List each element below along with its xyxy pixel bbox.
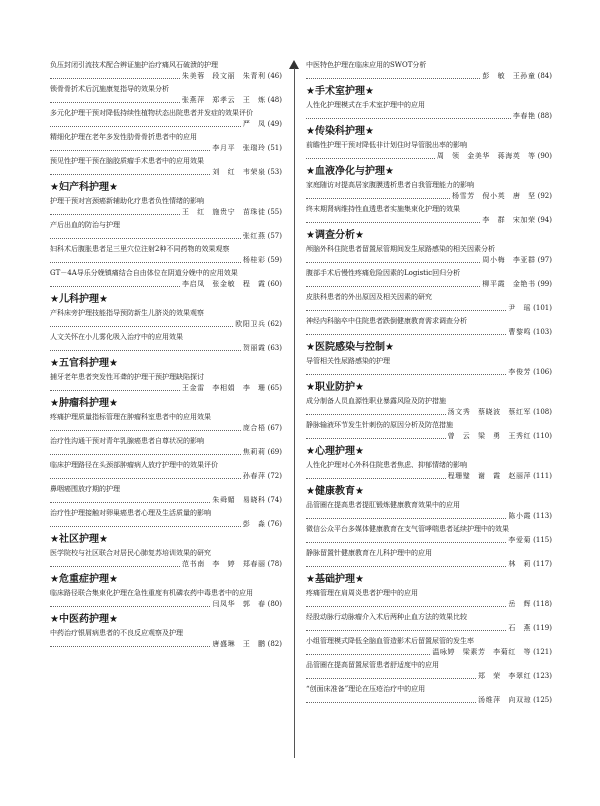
toc-entry[interactable] <box>50 196 282 218</box>
section-heading: ★健康教育★ <box>306 486 364 497</box>
entry-page-number: (63) <box>267 344 282 352</box>
leader-dots <box>306 623 506 631</box>
entry-authors: 尹 瑶 <box>508 304 532 312</box>
entry-byline <box>50 423 282 434</box>
entry-byline <box>50 343 282 354</box>
entry-page-number: (60) <box>267 280 282 288</box>
toc-entry[interactable] <box>306 524 552 546</box>
entry-page-number: (69) <box>267 448 282 456</box>
entry-byline <box>50 559 282 570</box>
leader-dots <box>50 319 233 327</box>
entry-title: 护理干预对宫颈癌新辅助化疗患者负性情绪的影响 <box>50 197 204 205</box>
entry-title: 微信公众平台多媒体健康教育在支气管哮喘患者延续护理中的效果 <box>306 525 509 533</box>
leader-dots <box>50 119 241 127</box>
leader-dots <box>306 535 506 543</box>
entry-authors: 汤维萍 向双琼 <box>477 696 532 704</box>
toc-entry[interactable] <box>50 132 282 154</box>
leader-dots <box>50 383 180 391</box>
leader-dots <box>50 599 210 607</box>
entry-title: 家庭随访对提高居家腹膜透析患者自我管理能力的影响 <box>306 181 474 189</box>
entry-byline <box>50 447 282 458</box>
entry-authors: 杨雪芳 倪小英 唐 坚 <box>452 192 536 200</box>
entry-title: 疼痛护理质量指标管理在肿瘤科室患者中的应用效果 <box>50 413 211 421</box>
entry-page-number: (121) <box>533 648 552 656</box>
entry-byline <box>306 535 552 546</box>
toc-entry[interactable] <box>306 268 552 290</box>
entry-title: 锁骨骨折术后沉施康复指导的效果分析 <box>50 85 169 93</box>
toc-entry[interactable] <box>50 372 282 394</box>
entry-page-number: (101) <box>533 304 552 312</box>
entry-authors: 朱美蓉 段文丽 朱青利 <box>182 72 266 80</box>
leader-dots <box>306 111 511 119</box>
entry-byline <box>50 167 282 178</box>
leader-dots <box>50 279 180 287</box>
entry-page-number: (110) <box>533 432 552 440</box>
section-heading: ★血液净化与护理★ <box>306 166 394 177</box>
entry-byline <box>306 431 552 442</box>
toc-left-column <box>50 60 282 652</box>
leader-dots <box>50 255 241 263</box>
leader-dots <box>50 471 241 479</box>
entry-title: 中医特色护理在临床应用的SWOT分析 <box>306 61 427 69</box>
entry-authors: 杨桂彩 <box>242 256 266 264</box>
entry-title: 皮肤科患者的外出原因及相关因素的研究 <box>306 293 432 301</box>
entry-page-number: (48) <box>267 96 282 104</box>
section-heading: ★职业防护★ <box>306 382 364 393</box>
entry-page-number: (113) <box>533 512 552 520</box>
entry-byline <box>306 511 552 522</box>
leader-dots <box>50 423 241 431</box>
entry-authors: 李春艳 <box>512 112 536 120</box>
toc-entry[interactable] <box>306 396 552 418</box>
entry-byline <box>306 279 552 290</box>
entry-page-number: (53) <box>267 168 282 176</box>
entry-page-number: (51) <box>267 144 282 152</box>
toc-entry[interactable] <box>50 156 282 178</box>
entry-page-number: (80) <box>267 600 282 608</box>
leader-dots <box>306 71 480 79</box>
entry-title: 疼痛管理在肩周炎患者护理中的应用 <box>306 589 418 597</box>
toc-entry[interactable] <box>50 220 282 242</box>
toc-entry[interactable] <box>50 508 282 530</box>
entry-page-number: (117) <box>533 560 552 568</box>
leader-dots <box>306 279 480 287</box>
entry-authors: 曹黎鸣 <box>508 328 532 336</box>
toc-entry[interactable] <box>50 308 282 330</box>
entry-authors: 李月平 张瑞玲 <box>212 144 266 152</box>
leader-dots <box>50 71 180 79</box>
entry-authors: 林 莉 <box>508 560 532 568</box>
entry-page-number: (108) <box>533 408 552 416</box>
entry-byline <box>306 191 552 202</box>
toc-right-column <box>306 60 552 708</box>
entry-authors: 李俊芳 <box>508 368 532 376</box>
entry-page-number: (106) <box>533 368 552 376</box>
toc-entry[interactable] <box>50 588 282 610</box>
entry-title: 妇科术后腹胀患者足三里穴位注射2种不同药物的效果观察 <box>50 245 230 253</box>
entry-authors: 彭 淼 <box>242 520 266 528</box>
entry-byline <box>306 695 552 706</box>
leader-dots <box>306 559 506 567</box>
entry-title: 终末期肾病维持性血透患者实施集束化护理的效果 <box>306 205 460 213</box>
toc-entry[interactable] <box>306 636 552 658</box>
entry-page-number: (90) <box>537 152 552 160</box>
entry-byline <box>50 519 282 530</box>
entry-title: 颅脑外科住院患者留置尿管期间发生尿路感染的相关因素分析 <box>306 245 495 253</box>
entry-authors: 王金雷 李相娟 李 珊 <box>182 384 266 392</box>
leader-dots <box>306 647 430 655</box>
leader-dots <box>306 407 446 415</box>
toc-entry[interactable] <box>50 244 282 266</box>
entry-title: 临床路径联合集束化护理在急性重度有机磷农药中毒患者中的应用 <box>50 589 253 597</box>
entry-title: 临床护理路径在头颈部肿瘤病人放疗护理中的效果评价 <box>50 461 218 469</box>
entry-title: 治疗性沟通干预对青年乳腺癌患者自尊状况的影响 <box>50 437 204 445</box>
entry-page-number: (59) <box>267 256 282 264</box>
entry-title: 前瞻性护理干预对降低非计划住时导管脱出率的影响 <box>306 141 467 149</box>
entry-authors: 范书南 李 婷 郑春丽 <box>182 560 266 568</box>
entry-byline <box>50 207 282 218</box>
toc-entry[interactable] <box>306 100 552 122</box>
entry-page-number: (55) <box>267 208 282 216</box>
entry-title: 神经内科脑卒中住院患者跌倒健康教育需求调查分析 <box>306 317 467 325</box>
leader-dots <box>306 215 480 223</box>
section-heading: ★心理护理★ <box>306 446 364 457</box>
leader-dots <box>306 511 506 519</box>
entry-authors: 李爱菊 <box>508 536 532 544</box>
toc-entry[interactable] <box>306 316 552 338</box>
leader-dots <box>306 431 446 439</box>
entry-title: 品管圈在提高留置尿管患者舒适度中的应用 <box>306 661 439 669</box>
entry-page-number: (123) <box>533 672 552 680</box>
entry-title: GT－4A导乐分娩镇痛结合自由体位在阴道分娩中的应用效果 <box>50 269 238 277</box>
section-heading: ★五官科护理★ <box>50 358 118 369</box>
leader-dots <box>306 255 480 263</box>
column-divider <box>294 68 295 758</box>
entry-page-number: (119) <box>533 624 552 632</box>
section-heading: ★调查分析★ <box>306 230 364 241</box>
leader-dots <box>306 599 506 607</box>
leader-dots <box>306 327 506 335</box>
toc-entry[interactable] <box>306 548 552 570</box>
entry-authors: 彭 敏 王孙童 <box>482 72 536 80</box>
leader-dots <box>50 559 180 567</box>
leader-dots <box>50 95 180 103</box>
entry-byline <box>306 559 552 570</box>
leader-dots <box>50 519 241 527</box>
entry-title: 静脉留置针健康教育在儿科护理中的应用 <box>306 549 432 557</box>
toc-entry[interactable] <box>50 484 282 506</box>
entry-page-number: (115) <box>533 536 552 544</box>
entry-byline <box>50 279 282 290</box>
entry-title: 导管相关性尿路感染的护理 <box>306 357 390 365</box>
toc-entry[interactable] <box>306 684 552 706</box>
entry-authors: 庞合梧 <box>242 424 266 432</box>
entry-page-number: (67) <box>267 424 282 432</box>
entry-page-number: (92) <box>537 192 552 200</box>
entry-page-number: (72) <box>267 472 282 480</box>
entry-byline <box>306 303 552 314</box>
entry-authors: 柳平霞 金艳书 <box>482 280 536 288</box>
entry-page-number: (57) <box>267 232 282 240</box>
entry-byline <box>50 471 282 482</box>
toc-entry[interactable] <box>50 332 282 354</box>
entry-title: 腹部手术后慢性疼痛危险因素的Logistic回归分析 <box>306 269 461 277</box>
entry-authors: 周小梅 李亚群 <box>482 256 536 264</box>
leader-dots <box>50 447 241 455</box>
toc-entry[interactable] <box>50 108 282 130</box>
entry-byline <box>50 639 282 650</box>
entry-authors: 张红燕 <box>242 232 266 240</box>
entry-page-number: (118) <box>533 600 552 608</box>
entry-title: 捕牙老年患者突发性耳聋的护理干预护理缺陷探讨 <box>50 373 204 381</box>
toc-entry[interactable] <box>306 356 552 378</box>
entry-authors: 孙春萍 <box>242 472 266 480</box>
leader-dots <box>306 471 446 479</box>
section-heading: ★危重症护理★ <box>50 574 118 585</box>
entry-page-number: (97) <box>537 256 552 264</box>
leader-dots <box>306 151 435 159</box>
entry-authors: 朱舜媚 易晓科 <box>212 496 266 504</box>
entry-authors: 温咏婷 梁素芳 李菊红 等 <box>432 648 532 656</box>
entry-byline <box>50 255 282 266</box>
entry-title: 医学院校与社区联合对居民心肺复苏培训效果的研究 <box>50 549 211 557</box>
entry-byline <box>50 71 282 82</box>
section-heading: ★肿瘤科护理★ <box>50 398 118 409</box>
entry-byline <box>306 327 552 338</box>
toc-entry[interactable] <box>50 268 282 290</box>
entry-page-number: (88) <box>537 112 552 120</box>
section-heading: ★手术室护理★ <box>306 86 374 97</box>
entry-byline <box>50 319 282 330</box>
toc-entry[interactable] <box>306 500 552 522</box>
leader-dots <box>50 231 241 239</box>
entry-title: 人性化护理对心外科住院患者焦虑、抑郁情绪的影响 <box>306 461 467 469</box>
entry-page-number: (76) <box>267 520 282 528</box>
entry-byline <box>50 599 282 610</box>
entry-title: 鼻咽癌围放疗期的护理 <box>50 485 120 493</box>
section-heading: ★基础护理★ <box>306 574 364 585</box>
section-heading: ★妇产科护理★ <box>50 182 118 193</box>
entry-authors: 张燕萍 郑孝云 王 炼 <box>182 96 266 104</box>
entry-authors: 唐盛琳 王 鹏 <box>212 640 266 648</box>
section-heading: ★传染科护理★ <box>306 126 374 137</box>
entry-authors: 王 红 施贵宁 苗珠徒 <box>182 208 266 216</box>
entry-authors: 闫凤华 郭 春 <box>212 600 266 608</box>
entry-byline <box>50 95 282 106</box>
entry-byline <box>306 367 552 378</box>
entry-byline <box>306 599 552 610</box>
entry-authors: 严 凤 <box>242 120 266 128</box>
entry-authors: 汤文秀 蔡晓波 蔡红军 <box>447 408 532 416</box>
entry-byline <box>50 231 282 242</box>
entry-authors: 程珊璧 谢 霞 赵丽萍 <box>447 472 532 480</box>
toc-entry[interactable] <box>306 180 552 202</box>
entry-page-number: (111) <box>533 472 552 480</box>
leader-dots <box>50 167 210 175</box>
toc-entry[interactable] <box>306 292 552 314</box>
entry-byline <box>306 71 552 82</box>
entry-authors: 石 燕 <box>508 624 532 632</box>
entry-page-number: (82) <box>267 640 282 648</box>
entry-byline <box>306 255 552 266</box>
entry-byline <box>306 215 552 226</box>
entry-title: 人性化护理模式在手术室护理中的应用 <box>306 101 425 109</box>
entry-title: 小组管理模式降低全脑血管造影术后留置尿管的发生率 <box>306 637 474 645</box>
entry-title: 品管圈在提高患者提肛锻炼健康教育效果中的应用 <box>306 501 460 509</box>
toc-entry[interactable] <box>306 420 552 442</box>
leader-dots <box>50 143 210 151</box>
entry-title: 产科床旁护理技能指导预防新生儿脐炎的效果观察 <box>50 309 204 317</box>
entry-byline <box>50 119 282 130</box>
leader-dots <box>50 495 210 503</box>
entry-byline <box>306 111 552 122</box>
entry-title: “创面床准备”理论在压疮治疗中的应用 <box>306 685 426 693</box>
entry-page-number: (84) <box>537 72 552 80</box>
entry-authors: 曾 云 梁 勇 王秀红 <box>447 432 532 440</box>
entry-byline <box>50 143 282 154</box>
toc-entry[interactable] <box>306 140 552 162</box>
leader-dots <box>306 191 450 199</box>
leader-dots <box>306 695 476 703</box>
leader-dots <box>306 303 506 311</box>
entry-authors: 贺丽霞 <box>242 344 266 352</box>
toc-entry[interactable] <box>50 548 282 570</box>
entry-title: 产后出血的防治与护理 <box>50 221 120 229</box>
section-heading: ★社区护理★ <box>50 534 108 545</box>
entry-page-number: (49) <box>267 120 282 128</box>
leader-dots <box>306 671 476 679</box>
entry-byline <box>306 671 552 682</box>
toc-entry[interactable] <box>306 660 552 682</box>
entry-page-number: (99) <box>537 280 552 288</box>
entry-page-number: (103) <box>533 328 552 336</box>
entry-title: 中药治疗银屑病患者的不良反应观察及护理 <box>50 629 183 637</box>
entry-page-number: (46) <box>267 72 282 80</box>
entry-authors: 李启凤 张金敏 程 霞 <box>182 280 266 288</box>
toc-entry[interactable] <box>50 60 282 82</box>
entry-authors: 岳 辉 <box>508 600 532 608</box>
toc-entry[interactable] <box>306 612 552 634</box>
entry-page-number: (125) <box>533 696 552 704</box>
toc-entry[interactable] <box>306 460 552 482</box>
entry-authors: 陈小霞 <box>508 512 532 520</box>
toc-entry[interactable] <box>50 412 282 434</box>
leader-dots <box>50 639 210 647</box>
entry-title: 人文关怀在小儿雾化吸入治疗中的应用效果 <box>50 333 183 341</box>
entry-byline <box>50 495 282 506</box>
toc-entry[interactable] <box>50 460 282 482</box>
entry-page-number: (78) <box>267 560 282 568</box>
entry-authors: 焦莉莉 <box>242 448 266 456</box>
entry-page-number: (74) <box>267 496 282 504</box>
entry-authors: 刘 红 韦荣泉 <box>212 168 266 176</box>
entry-title: 精细化护理在老年多发性肋骨骨折患者中的应用 <box>50 133 197 141</box>
entry-byline <box>306 407 552 418</box>
entry-authors: 周 领 金美华 蒋海英 等 <box>436 152 536 160</box>
toc-entry[interactable] <box>50 84 282 106</box>
entry-byline <box>306 647 552 658</box>
toc-entry[interactable] <box>306 60 552 82</box>
entry-authors: 欧阳卫兵 <box>235 320 266 328</box>
toc-entry[interactable] <box>50 628 282 650</box>
entry-title: 治疗性护理接触对卵巢癌患者心理及生活质量的影响 <box>50 509 211 517</box>
section-heading: ★儿科护理★ <box>50 294 108 305</box>
toc-entry[interactable] <box>306 204 552 226</box>
entry-title: 静脉输液环节发生针刺伤的原因分析及防范措施 <box>306 421 453 429</box>
entry-title: 经股动脉行动脉瘤介入术后两种止血方法的效果比较 <box>306 613 467 621</box>
section-heading: ★医院感染与控制★ <box>306 342 394 353</box>
leader-dots <box>50 207 180 215</box>
entry-byline <box>306 151 552 162</box>
toc-entry[interactable] <box>306 244 552 266</box>
toc-entry[interactable] <box>306 588 552 610</box>
section-heading: ★中医药护理★ <box>50 614 118 625</box>
entry-title: 成分制备人员血源性职业暴露风险及防护措施 <box>306 397 446 405</box>
entry-title: 多元化护理干预对降低持续性植物状态出院患者并发症的效果评价 <box>50 109 253 117</box>
entry-authors: 李 群 宋加荣 <box>482 216 536 224</box>
entry-byline <box>50 383 282 394</box>
entry-authors: 郑 荣 李翠红 <box>477 672 532 680</box>
leader-dots <box>50 343 241 351</box>
toc-entry[interactable] <box>50 436 282 458</box>
entry-page-number: (62) <box>267 320 282 328</box>
entry-page-number: (94) <box>537 216 552 224</box>
entry-title: 负压封闭引流技术配合辨证施护治疗痛风石破溃的护理 <box>50 61 218 69</box>
leader-dots <box>306 367 506 375</box>
entry-byline <box>306 471 552 482</box>
entry-title: 预见性护理干预在脑胶质瘤手术患者中的应用效果 <box>50 157 204 165</box>
entry-byline <box>306 623 552 634</box>
entry-page-number: (65) <box>267 384 282 392</box>
